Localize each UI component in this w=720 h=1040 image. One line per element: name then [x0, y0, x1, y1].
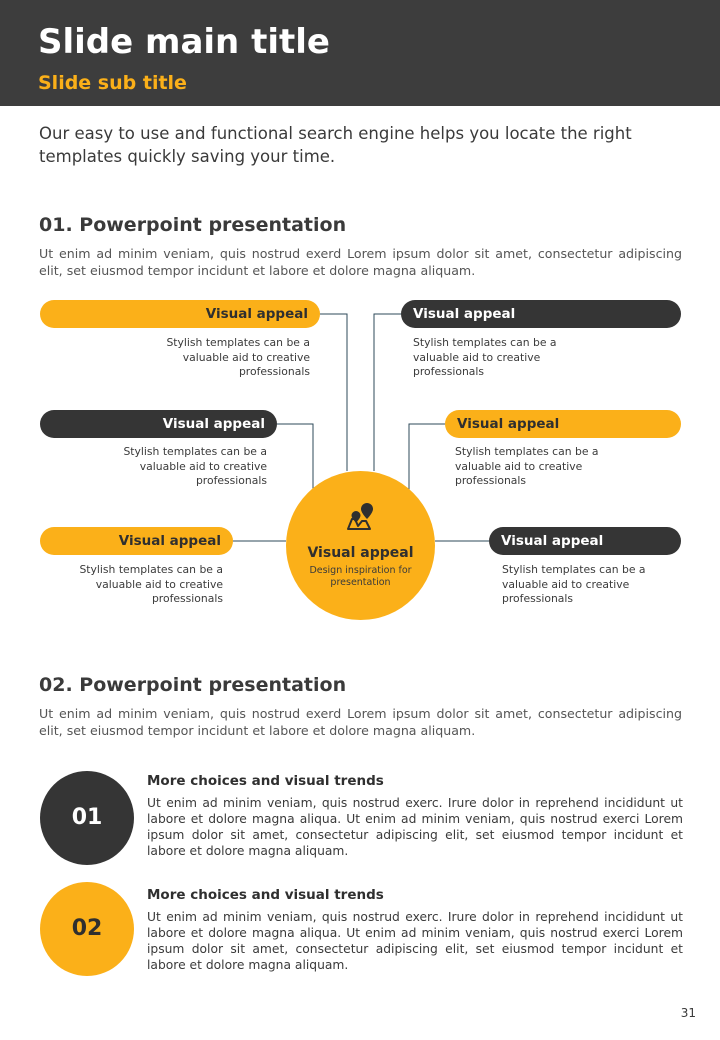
- section-2-body: Ut enim ad minim veniam, quis nostrud exerd Lorem ipsum dolor sit amet, consectetur adipiscing elit, set eiusmod tempor incidunt et labore et dolore magna aliquam.: [39, 706, 682, 738]
- map-pin-icon: [340, 497, 380, 537]
- diagram-desc-4: Stylish templates can be a valuable aid to creative professionals: [455, 445, 599, 487]
- connector-line: [277, 424, 313, 490]
- diagram-desc-6: Stylish templates can be a valuable aid to creative professionals: [502, 563, 646, 605]
- diagram-pill-2: [401, 300, 681, 328]
- diagram-pill-label: Visual appeal: [501, 533, 604, 549]
- list-item-body: Ut enim ad minim veniam, quis nostrud exerc. Irure dolor in reprehend incididunt ut labore et dolore magna aliqua. Ut enim ad minim veniam, quis nostrud exerci Lorem ipsum dolor sit amet, consectetur adipiscing elit, set eiusmod tempor incidunt et labore et dolore magna aliquam.: [147, 910, 683, 972]
- diagram-pill-label: Visual appeal: [457, 416, 560, 432]
- page-number: 31: [680, 1006, 696, 1020]
- diagram-desc-2: Stylish templates can be a valuable aid to creative professionals: [413, 336, 557, 378]
- diagram-desc-1: Stylish templates can be a valuable aid to creative professionals: [166, 336, 310, 378]
- diagram-pill-label: Visual appeal: [118, 533, 221, 549]
- diagram-desc-5: Stylish templates can be a valuable aid to creative professionals: [79, 563, 223, 605]
- connector-line: [409, 424, 445, 490]
- diagram-pill-1: [40, 300, 320, 328]
- section-1-body: Ut enim ad minim veniam, quis nostrud exerd Lorem ipsum dolor sit amet, consectetur adipiscing elit, set eiusmod tempor incidunt et labore et dolore magna aliquam.: [39, 246, 682, 278]
- list-item-title: More choices and visual trends: [147, 887, 384, 903]
- diagram-desc-3: Stylish templates can be a valuable aid to creative professionals: [123, 445, 267, 487]
- slide-sub-title: Slide sub title: [38, 72, 187, 94]
- hub-title: Visual appeal: [307, 545, 414, 561]
- connector-line: [374, 314, 401, 471]
- diagram-pill-label: Visual appeal: [413, 306, 516, 322]
- diagram-pill-4: [445, 410, 681, 438]
- section-2-title: 02. Powerpoint presentation: [39, 674, 347, 696]
- diagram-pill-label: Visual appeal: [205, 306, 308, 322]
- slide-main-title: Slide main title: [38, 22, 330, 62]
- hub-subtitle: Design inspiration for presentation: [309, 565, 412, 588]
- diagram-hub: [286, 471, 435, 620]
- connector-line: [320, 314, 347, 471]
- number-badge-01: 01: [40, 771, 134, 865]
- number-badge-02: 02: [40, 882, 134, 976]
- diagram-pill-label: Visual appeal: [162, 416, 265, 432]
- intro-text: Our easy to use and functional search engine helps you locate the right templates quickly saving your time.: [39, 124, 632, 166]
- list-item-title: More choices and visual trends: [147, 773, 384, 789]
- list-item-body: Ut enim ad minim veniam, quis nostrud exerc. Irure dolor in reprehend incididunt ut labore et dolore magna aliqua. Ut enim ad minim veniam, quis nostrud exerci Lorem ipsum dolor sit amet, consectetur adipiscing elit, set eiusmod tempor incidunt et labore et dolore magna aliquam.: [147, 796, 683, 858]
- diagram-pill-3: [40, 410, 277, 438]
- diagram-pill-5: [40, 527, 233, 555]
- diagram-pill-6: [489, 527, 681, 555]
- section-1-title: 01. Powerpoint presentation: [39, 214, 347, 236]
